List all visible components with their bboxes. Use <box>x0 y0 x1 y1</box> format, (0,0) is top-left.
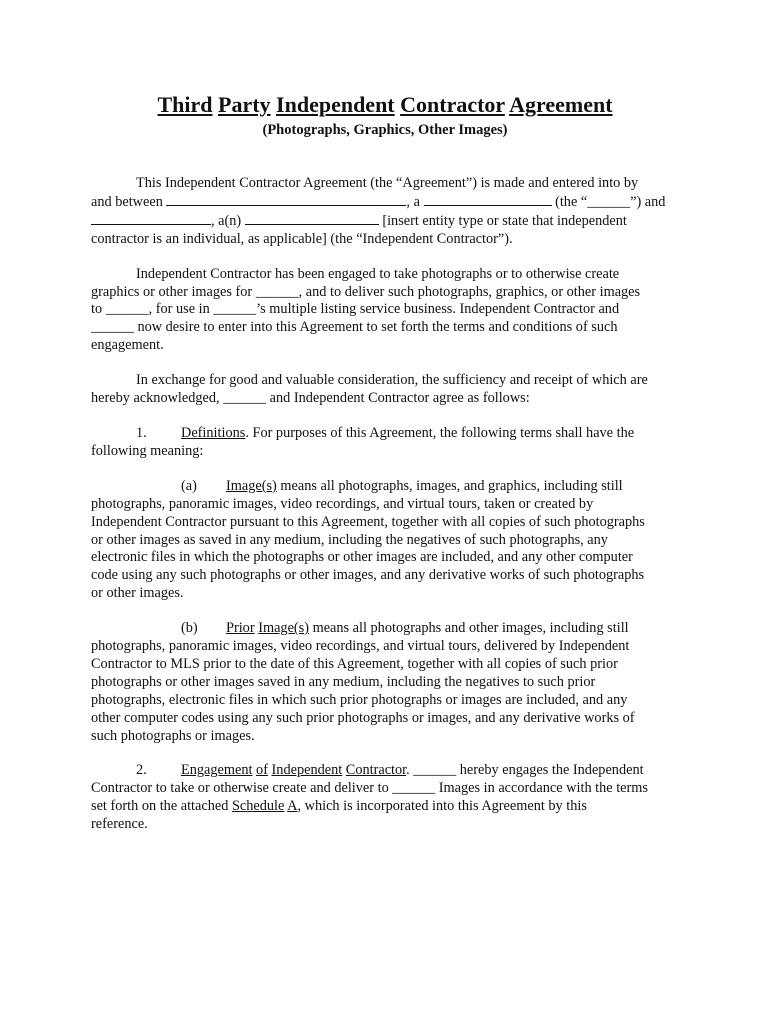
text-run: means all photographs and other images, including still <box>309 620 629 637</box>
text-line: engagement. <box>91 337 164 354</box>
text-line <box>91 762 691 780</box>
section-heading: Contractor <box>345 762 407 779</box>
text-run: . ______ hereby engages the Independent <box>406 762 644 779</box>
text-line: such photographs or images. <box>91 727 255 744</box>
text-run: means all photographs, images, and graphics, including still <box>276 477 623 494</box>
section-heading: of <box>256 762 268 779</box>
text-run: , which is incorporated into this Agreement by this <box>297 798 587 815</box>
text-line: hereby acknowledged, ______ and Independent Contractor agree as follows: <box>91 390 530 407</box>
clause-label: (b) <box>181 620 198 637</box>
text-run: and between <box>91 193 167 210</box>
title-word: Agreement <box>509 92 613 117</box>
section-definitions <box>91 425 691 461</box>
schedule-reference: Schedule <box>231 798 285 815</box>
definition-prior-images <box>91 620 691 745</box>
text-line: graphics or other images for ______, and to deliver such photographs, graphics, or other images <box>91 283 641 300</box>
title-word: Independent <box>276 92 395 117</box>
text-line: photographs or other images saved in any medium, including the negatives to such prior <box>91 673 596 690</box>
text-line: contractor is an individual, as applicable] (the “Independent Contractor”). <box>91 230 513 247</box>
text-line: code using any such photographs or other images, and any derivative works of such photographs <box>91 567 645 584</box>
text-line <box>91 193 691 212</box>
definition-images <box>91 478 691 603</box>
contractor-name-blank <box>91 212 211 225</box>
section-heading: Independent <box>271 762 343 779</box>
contractor-entity-blank <box>245 212 379 225</box>
text-line <box>91 212 691 231</box>
party-name-blank <box>166 193 406 206</box>
text-run: . For purposes of this Agreement, the following terms shall have the <box>245 424 635 441</box>
defined-term: Image(s) <box>258 620 309 637</box>
text-line <box>91 425 691 443</box>
text-run: , a <box>406 193 424 210</box>
section-engagement <box>91 762 691 834</box>
text-line: or other images as saved in any medium, including the negatives of such photographs, any <box>91 531 608 548</box>
document-subtitle: (Photographs, Graphics, Other Images) <box>262 122 508 138</box>
text-line: Independent Contractor has been engaged to take photographs or to otherwise create <box>136 265 620 282</box>
document-title <box>0 92 770 118</box>
clause-label: (a) <box>181 477 197 494</box>
section-number: 2. <box>136 762 147 779</box>
text-line: following meaning: <box>91 442 204 459</box>
text-run: (the “______”) and <box>551 193 666 210</box>
text-line: reference. <box>91 816 148 833</box>
text-line: Contractor to take or otherwise create and deliver to ______ Images in accordance with the terms <box>91 780 648 797</box>
title-word: Party <box>218 92 271 117</box>
text-line <box>91 798 691 816</box>
text-line: photographs, panoramic images, video recordings, and virtual tours, delivered by Independent <box>91 638 630 655</box>
text-line: Contractor to MLS prior to the date of this Agreement, together with all copies of such prior <box>91 655 618 672</box>
consideration-paragraph <box>91 372 691 408</box>
text-line: other computer codes using any such prior photographs or images, and any derivative works of <box>91 709 635 726</box>
text-line: electronic files in which the photographs or other images are included, and any other computer <box>91 549 633 566</box>
section-number: 1. <box>136 424 147 441</box>
title-word: Third <box>157 92 213 117</box>
defined-term: Prior <box>226 620 255 637</box>
schedule-reference: A <box>287 798 298 815</box>
text-line: to ______, for use in ______’s multiple listing service business. Independent Contractor and <box>91 301 620 318</box>
document-body <box>91 175 691 834</box>
text-run: set forth on the attached <box>91 798 232 815</box>
text-run: [insert entity type or state that independent <box>378 212 627 229</box>
text-line: In exchange for good and valuable consideration, the sufficiency and receipt of which are <box>136 372 648 389</box>
text-line: or other images. <box>91 585 184 602</box>
intro-paragraph <box>91 175 691 249</box>
section-heading: Definitions <box>181 424 246 441</box>
text-line: photographs, electronic files in which such prior photographs or images are included, and any <box>91 691 628 708</box>
text-line: photographs, panoramic images, video recordings, and virtual tours, taken or created by <box>91 495 594 512</box>
text-line: Independent Contractor pursuant to this Agreement, together with all copies of such photographs <box>91 513 645 530</box>
title-word: Contractor <box>400 92 505 117</box>
defined-term: Image(s) <box>226 477 277 494</box>
text-line <box>91 478 691 496</box>
section-heading: Engagement <box>181 762 253 779</box>
text-line: ______ now desire to enter into this Agreement to set forth the terms and conditions of such <box>91 319 618 336</box>
text-line: This Independent Contractor Agreement (the “Agreement”) is made and entered into by <box>136 175 639 191</box>
recital-paragraph <box>91 266 691 356</box>
text-run: , a(n) <box>211 212 245 229</box>
text-line <box>91 620 691 638</box>
entity-type-blank <box>424 193 552 206</box>
